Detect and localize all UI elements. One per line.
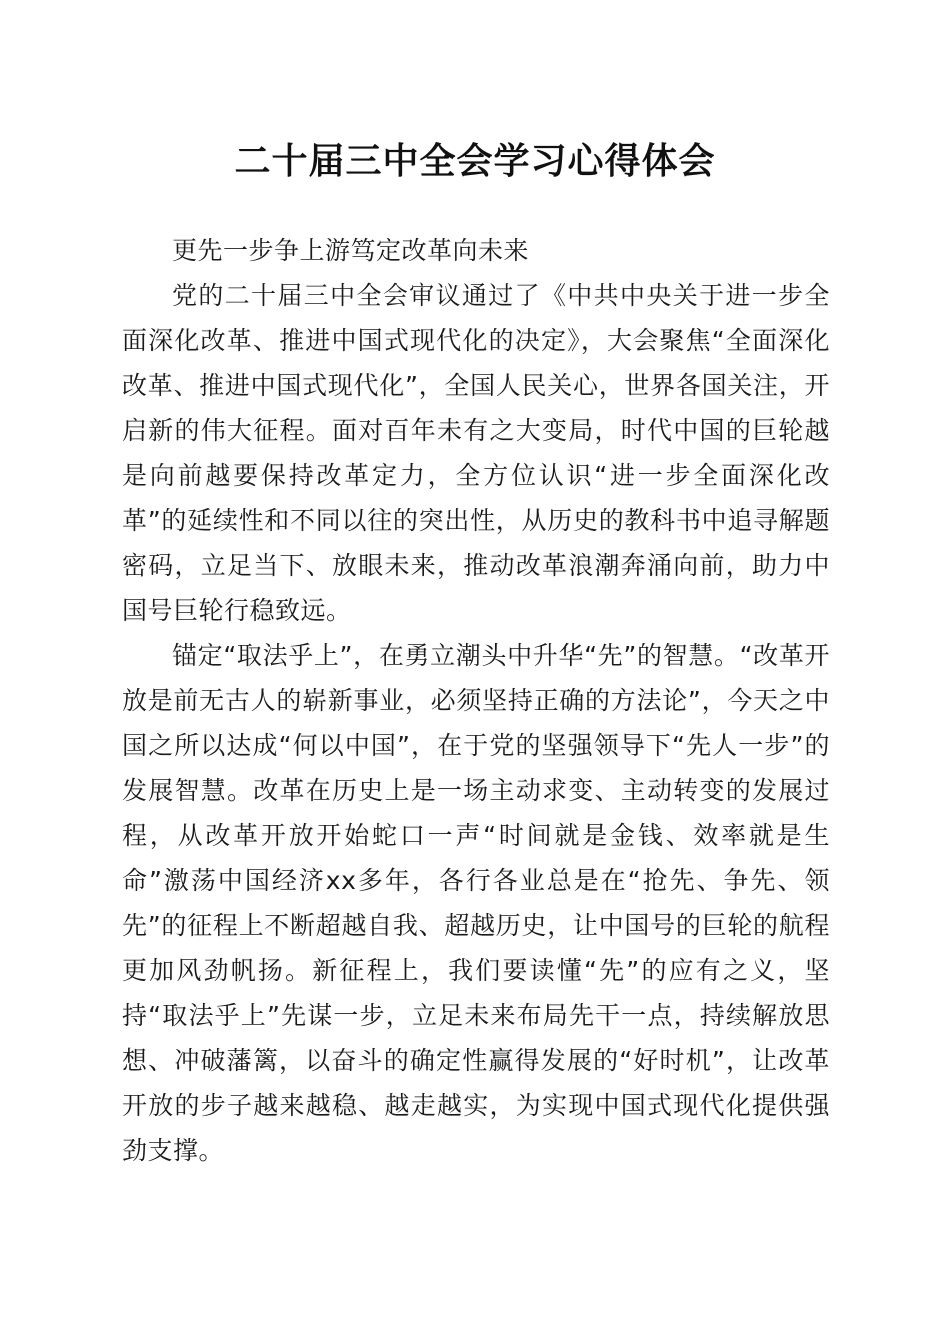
document-title: 二十届三中全会学习心得体会 xyxy=(234,140,716,182)
document-subtitle: 更先一步争上游笃定改革向未来 xyxy=(172,236,530,265)
body-paragraph: 党的二十届三中全会审议通过了《中共中央关于进一步全面深化改革、推进中国式现代化的决定》，大会聚焦“全面深化改革、推进中国式现代化”，全国人民关心，世界各国关注，开启新的伟大征程。面对百年未有之大变局，时代中国的巨轮越是向前越要保持改革定力，全方位认识“进一步全面深化改革”的延续性和不同以往的突出性，从历史的教科书中追寻解题密码，立足当下、放眼未来，推动改革浪潮奔涌向前，助力中国号巨轮行稳致远。 xyxy=(122,281,830,625)
body-paragraph: 锚定“取法乎上”，在勇立潮头中升华“先”的智慧。“改革开放是前无古人的崭新事业，必须坚持正确的方法论”，今天之中国之所以达成“何以中国”，在于党的坚强领导下“先人一步”的发展智慧。改革在历史上是一场主动求变、主动转变的发展过程，从改革开放开始蛇口一声“时间就是金钱、效率就是生命”激荡中国经济xx多年，各行各业总是在“抢先、争先、领先”的征程上不断超越自我、超越历史，让中国号的巨轮的航程更加风劲帆扬。新征程上，我们要读懂“先”的应有之义，坚持“取法乎上”先谋一步，立足未来布局先干一点，持续解放思想、冲破藩篱，以奋斗的确定性赢得发展的“好时机”，让改革开放的步子越来越稳、越走越实，为实现中国式现代化提供强劲支撑。 xyxy=(122,641,830,1165)
document-body xyxy=(122,228,830,1173)
